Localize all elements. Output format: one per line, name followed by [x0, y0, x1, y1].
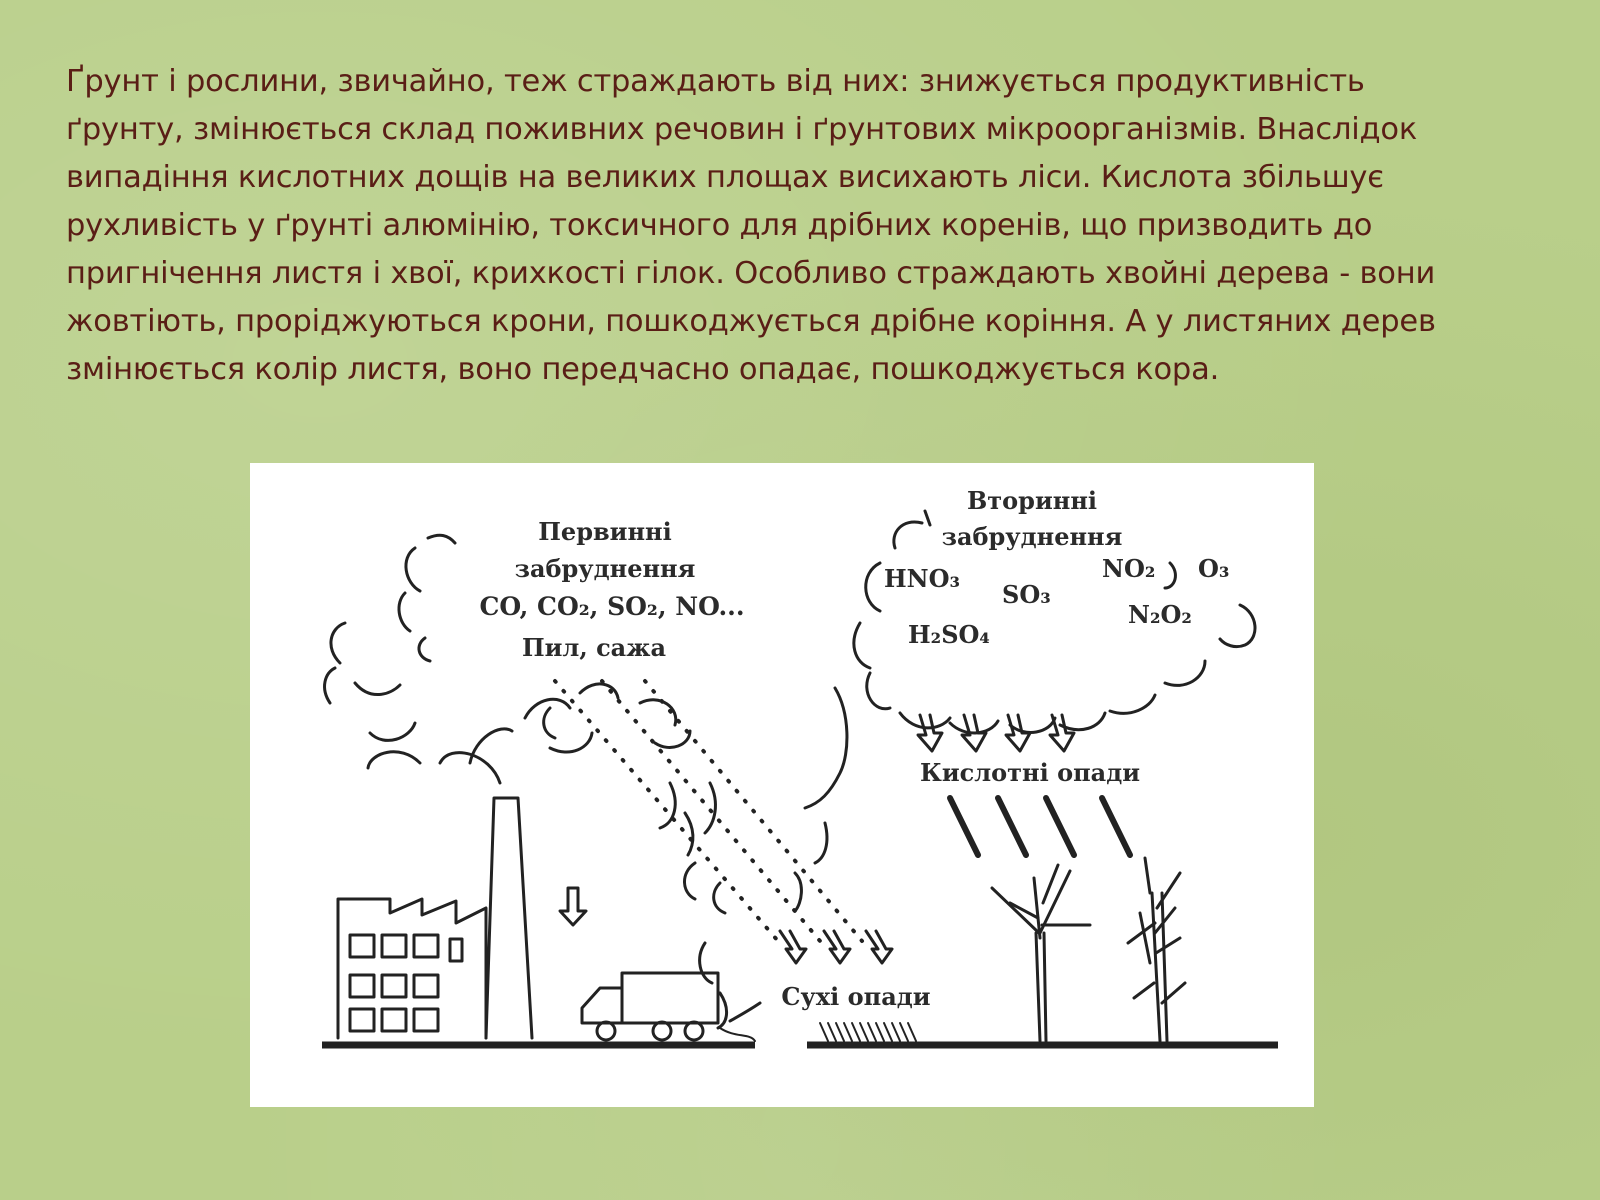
dry-fallout-dots — [555, 681, 862, 941]
factory-icon — [338, 899, 486, 1038]
slide-paragraph — [66, 58, 1546, 394]
acid-rain-streaks — [950, 798, 1130, 855]
paragraph-line: пригнічення листя і хвої, крихкості гілок. Особливо страждають хвойні дерева - вони — [66, 256, 1436, 291]
paragraph-line: випадіння кислотних дощів на великих площах висихають ліси. Кислота збільшує — [66, 160, 1384, 195]
dry-fallout-label: Сухі опади — [781, 982, 931, 1011]
acid-rain-arrows-icon — [918, 715, 1074, 751]
down-arrow-icon — [560, 888, 586, 925]
truck-icon — [582, 973, 755, 1041]
primary-title-2: забруднення — [514, 554, 696, 583]
diagram-canvas — [250, 463, 1314, 1107]
acid-fallout-label: Кислотні опади — [919, 758, 1141, 787]
chem-h2so4: H₂SO₄ — [908, 620, 990, 649]
paragraph-line: ґрунту, змінюється склад поживних речовин і ґрунтових мікроорганізмів. Внаслідок — [66, 112, 1418, 147]
dry-fallout-arrows-icon — [780, 931, 892, 963]
chem-n2o2: N₂O₂ — [1128, 600, 1192, 629]
paragraph-line: змінюється колір листя, воно передчасно опадає, пошкоджується кора. — [66, 352, 1220, 387]
secondary-title-1: Вторинні — [967, 486, 1097, 515]
chem-no2: NO₂ — [1102, 554, 1156, 583]
paragraph-line: жовтіють, проріджуються крони, пошкоджується дрібне коріння. А у листяних дерев — [66, 304, 1436, 339]
chimney-icon — [486, 798, 532, 1038]
primary-list: CO, CO₂, SO₂, NO... — [479, 592, 745, 621]
paragraph-line: рухливість у ґрунті алюмінію, токсичного для дрібних коренів, що призводить до — [66, 208, 1373, 243]
primary-title-1: Первинні — [538, 517, 672, 546]
primary-dust: Пил, сажа — [521, 633, 667, 662]
dead-tree-icon — [992, 865, 1090, 1041]
ground-hatch-icon — [820, 1023, 916, 1041]
chem-hno3: HNO₃ — [884, 564, 961, 593]
dead-tree-icon — [1128, 858, 1185, 1041]
chem-o3: O₃ — [1198, 554, 1230, 583]
chem-so3: SO₃ — [1002, 580, 1051, 609]
secondary-title-2: забруднення — [941, 522, 1123, 551]
acid-rain-diagram — [250, 463, 1314, 1107]
paragraph-line: Ґрунт і рослини, звичайно, теж страждають від них: знижується продуктивність — [66, 64, 1365, 99]
